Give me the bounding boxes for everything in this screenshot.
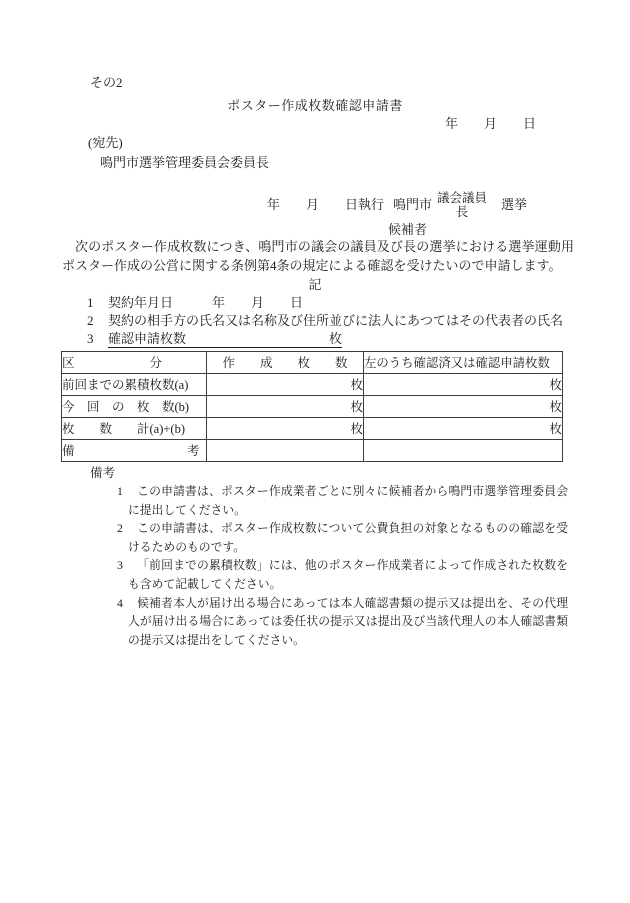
row-label: 枚 数 計(a)+(b) bbox=[62, 418, 207, 440]
row-label: 今 回 の 枚 数(b) bbox=[62, 396, 207, 418]
item-text: 契約年月日 年 月 日 bbox=[108, 295, 304, 310]
confirmed-count-cell: 枚 bbox=[364, 396, 563, 418]
notes-list bbox=[117, 482, 568, 649]
item-contract-date bbox=[87, 294, 303, 312]
table-row-current bbox=[62, 396, 563, 418]
table-row-cumulative bbox=[62, 374, 563, 396]
remarks-cell bbox=[364, 440, 563, 462]
office-choice-stack bbox=[437, 191, 487, 219]
note-item bbox=[117, 519, 568, 556]
row-label: 前回までの累積枚数(a) bbox=[62, 374, 207, 396]
notes-heading: 備考 bbox=[90, 466, 116, 480]
office-choice-council-member: 議会議員 bbox=[437, 191, 488, 205]
header-created-count: 作 成 枚 数 bbox=[207, 352, 364, 374]
created-count-cell: 枚 bbox=[207, 396, 364, 418]
item-number: 1 bbox=[87, 295, 94, 310]
table-header-row bbox=[62, 352, 563, 374]
addressee-name: 鳴門市選挙管理委員会委員長 bbox=[100, 155, 270, 170]
form-number: その2 bbox=[90, 75, 123, 90]
document-title: ポスター作成枚数確認申請書 bbox=[227, 98, 403, 113]
item-contract-party bbox=[87, 312, 563, 330]
addressee-label: (宛先) bbox=[88, 135, 123, 150]
note-number: 2 bbox=[117, 521, 123, 536]
created-count-cell: 枚 bbox=[207, 374, 364, 396]
election-line bbox=[267, 188, 527, 222]
item-requested-count bbox=[87, 330, 342, 348]
note-text: この申請書は、ポスター作成枚数について公費負担の対象となるものの確認を受けるためのものです。 bbox=[128, 521, 568, 554]
created-count-cell: 枚 bbox=[207, 418, 364, 440]
election-date-executed: 年 月 日執行 bbox=[267, 197, 385, 212]
note-item bbox=[117, 594, 568, 650]
election-city: 鳴門市 bbox=[393, 197, 433, 212]
office-choice-mayor: 長 bbox=[455, 205, 469, 219]
candidate-label: 候補者 bbox=[388, 222, 428, 237]
header-category: 区 分 bbox=[62, 352, 207, 374]
item-number: 3 bbox=[87, 331, 94, 346]
table-row-total bbox=[62, 418, 563, 440]
confirmed-count-cell: 枚 bbox=[364, 374, 563, 396]
election-suffix: 選挙 bbox=[501, 197, 528, 212]
note-text: この申請書は、ポスター作成業者ごとに別々に候補者から鳴門市選挙管理委員会に提出してください。 bbox=[128, 484, 568, 517]
confirmed-count-cell: 枚 bbox=[364, 418, 563, 440]
note-text: 「前回までの累積枚数」には、他のポスター作成業者によって作成された枚数をも含めて記載してください。 bbox=[128, 558, 568, 591]
note-text: 候補者本人が届け出る場合にあっては本人確認書類の提示又は提出を、その代理人が届け出る場合にあっては委任状の提示又は提出及び当該代理人の本人確認書類の提示又は提出をしてください。 bbox=[128, 595, 568, 647]
note-number: 3 bbox=[117, 558, 123, 573]
application-date-line: 年 月 日 bbox=[444, 116, 536, 131]
item-text: 契約の相手方の氏名又は名称及び住所並びに法人にあつてはその代表者の氏名 bbox=[108, 313, 564, 328]
poster-count-table bbox=[61, 351, 563, 462]
table-row-remarks bbox=[62, 440, 563, 462]
header-confirmed-count: 左のうち確認済又は確認申請枚数 bbox=[364, 352, 563, 374]
note-item bbox=[117, 556, 568, 593]
ki-heading: 記 bbox=[308, 277, 322, 292]
body-paragraph: 次のポスター作成枚数につき、鳴門市の議会の議員及び長の選挙における選挙運動用ポスター作成の公営に関する条例第4条の規定による確認を受けたいので申請します。 bbox=[62, 239, 574, 273]
row-label: 備 考 bbox=[62, 440, 207, 462]
note-item bbox=[117, 482, 568, 519]
note-number: 4 bbox=[117, 595, 123, 610]
item-number: 2 bbox=[87, 313, 94, 328]
remarks-cell bbox=[207, 440, 364, 462]
note-number: 1 bbox=[117, 484, 123, 498]
item-text-underlined: 確認申請枚数 枚 bbox=[108, 331, 343, 346]
